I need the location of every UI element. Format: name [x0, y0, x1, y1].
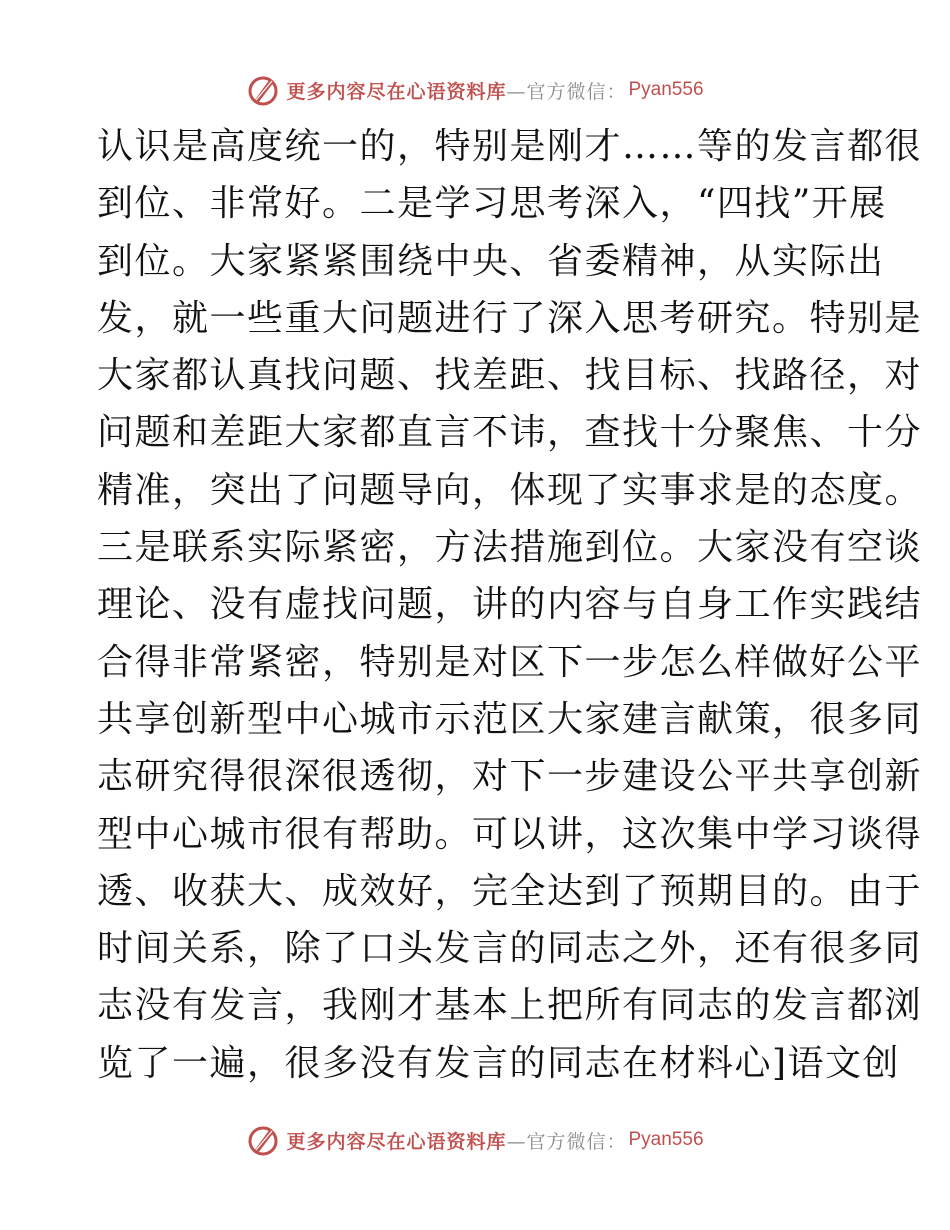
header-brand-text: 更多内容尽在心语资料库	[286, 80, 507, 103]
header-wechat-id: Pyan556	[628, 79, 704, 100]
body-line: 到位、非常好。二是学习思考深入，“四找”开展	[97, 183, 887, 225]
footer-separator: —官方微信：	[506, 1130, 627, 1153]
footer-wechat-id: Pyan556	[628, 1129, 704, 1150]
header-banner	[0, 70, 950, 110]
body-line: 理论、没有虚找问题，讲的内容与自身工作实践结	[97, 584, 923, 626]
body-line: 览了一遍，很多没有发言的同志在材料心]语文创	[97, 1042, 901, 1084]
body-line: 到位。大家紧紧围绕中央、省委精神，从实际出	[97, 240, 885, 282]
body-line: 透、收获大、成效好，完全达到了预期目的。由于	[97, 870, 923, 912]
body-line: 大家都认真找问题、找差距、找目标、找路径，对	[97, 355, 923, 397]
body-line: 合得非常紧密，特别是对区下一步怎么样做好公平	[97, 641, 923, 683]
body-line: 型中心城市很有帮助。可以讲，这次集中学习谈得	[97, 813, 923, 855]
body-line: 三是联系实际紧密，方法措施到位。大家没有空谈	[97, 527, 923, 569]
body-line: 时间关系，除了口头发言的同志之外，还有很多同	[97, 928, 923, 970]
body-line: 认识是高度统一的，特别是刚才……等的发言都很	[97, 126, 923, 167]
quill-pen-logo-icon	[246, 1123, 280, 1157]
body-line: 发，就一些重大问题进行了深入思考研究。特别是	[97, 297, 923, 339]
body-line: 志研究得很深很透彻，对下一步建设公平共享创新	[97, 756, 923, 798]
body-line: 问题和差距大家都直言不讳，查找十分聚焦、十分	[97, 412, 923, 454]
header-separator: —官方微信：	[506, 80, 627, 103]
body-line: 志没有发言，我刚才基本上把所有同志的发言都浏	[97, 985, 923, 1027]
body-line: 精准，突出了问题导向，体现了实事求是的态度。	[97, 469, 923, 511]
document-body	[97, 118, 923, 1092]
footer-brand-text: 更多内容尽在心语资料库	[286, 1130, 507, 1153]
footer-banner	[0, 1120, 950, 1160]
body-line: 共享创新型中心城市示范区大家建言献策，很多同	[97, 698, 923, 740]
quill-pen-logo-icon	[246, 73, 280, 107]
